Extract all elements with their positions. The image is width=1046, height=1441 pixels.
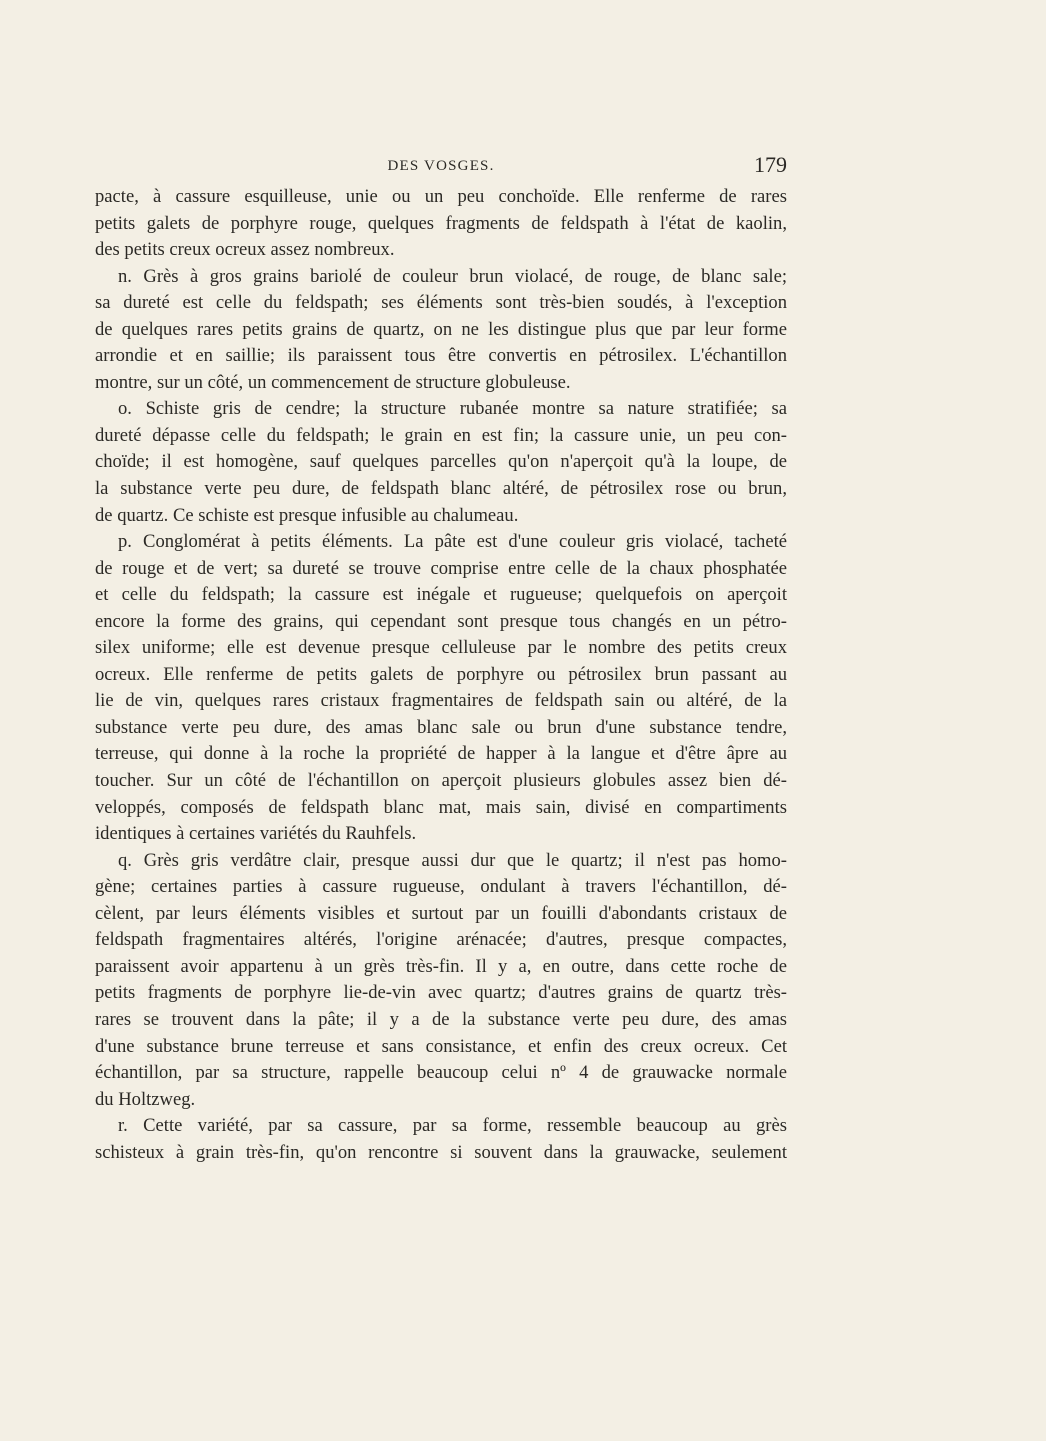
text-line: petits fragments de porphyre lie-de-vin avec quartz; d'autres grains de quartz très- [95,982,787,1004]
text-line: petits galets de porphyre rouge, quelques fragments de feldspath à l'état de kaolin, [95,212,787,234]
text-line: terreuse, qui donne à la roche la propriété de happer à la langue et d'être âpre au [95,743,787,765]
paragraph [95,184,787,264]
text-line: pacte, à cassure esquilleuse, unie ou un peu conchoïde. Elle renferme de rares [95,186,787,207]
text-line: sa dureté est celle du feldspath; ses éléments sont très-bien soudés, à l'exception [95,292,787,314]
text-line: des petits creux ocreux assez nombreux. [95,239,395,261]
text-line: du Holtzweg. [95,1088,196,1110]
text-line: feldspath fragmentaires altérés, l'origine arénacée; d'autres, presque compactes, [95,929,787,951]
text-line: lie de vin, quelques rares cristaux fragmentaires de feldspath sain ou altéré, de la [95,690,787,712]
text-line: arrondie et en saillie; ils paraissent tous être convertis en pétrosilex. L'échantillon [95,345,787,367]
text-line: toucher. Sur un côté de l'échantillon on aperçoit plusieurs globules assez bien dé- [95,770,787,792]
text-line: dureté dépasse celle du feldspath; le grain en est fin; la cassure unie, un peu con- [95,424,787,446]
text-line: identiques à certaines variétés du Rauhfels. [95,823,417,845]
paragraph [95,529,787,848]
text-line: de rouge et de vert; sa dureté se trouve comprise entre celle de la chaux phosphatée [95,557,787,579]
paragraph [95,848,787,1113]
text-line: encore la forme des grains, qui cependant sont presque tous changés en un pétro- [95,610,787,632]
text-line: montre, sur un côté, un commencement de structure globuleuse. [95,371,571,393]
text-line: la substance verte peu dure, de feldspath blanc altéré, de pétrosilex rose ou brun, [95,478,787,500]
running-title: DES VOSGES. [387,158,495,174]
text-line: silex uniforme; elle est devenue presque celluleuse par le nombre des petits creux [95,637,787,659]
text-line: r. Cette variété, par sa cassure, par sa forme, ressemble beaucoup au grès [118,1115,787,1137]
text-line: substance verte peu dure, des amas blanc sale ou brun d'une substance tendre, [95,716,787,738]
text-line: ocreux. Elle renferme de petits galets de porphyre ou pétrosilex brun passant au [95,663,787,685]
paragraph [95,396,787,529]
text-line: d'une substance brune terreuse et sans consistance, et enfin des creux ocreux. Cet [95,1035,787,1057]
text-line: échantillon, par sa structure, rappelle beaucoup celui nº 4 de grauwacke normale [95,1062,787,1084]
text-line: cèlent, par leurs éléments visibles et surtout par un fouilli d'abondants cristaux de [95,902,787,924]
text-line: o. Schiste gris de cendre; la structure rubanée montre sa nature stratifiée; sa [118,398,787,420]
text-line: q. Grès gris verdâtre clair, presque aussi dur que le quartz; il n'est pas homo- [118,849,787,871]
text-line: de quartz. Ce schiste est presque infusible au chalumeau. [95,504,519,526]
text-line: p. Conglomérat à petits éléments. La pâte est d'une couleur gris violacé, tacheté [118,531,787,553]
running-header [95,152,787,178]
text-line: et celle du feldspath; la cassure est inégale et rugueuse; quelquefois on aperçoit [95,584,787,606]
text-line: de quelques rares petits grains de quartz, on ne les distingue plus que par leur forme [95,318,787,340]
text-line: rares se trouvent dans la pâte; il y a de la substance verte peu dure, des amas [95,1008,787,1030]
page-number: 179 [754,152,787,177]
text-line: schisteux à grain très-fin, qu'on rencontre si souvent dans la grauwacke, seulement [95,1141,787,1163]
text-line: veloppés, composés de feldspath blanc mat, mais sain, divisé en compartiments [95,796,787,818]
paragraph [95,1113,787,1166]
text-line: choïde; il est homogène, sauf quelques parcelles qu'on n'aperçoit qu'à la loupe, de [95,451,787,473]
paragraph [95,264,787,397]
text-line: paraissent avoir appartenu à un grès très-fin. Il y a, en outre, dans cette roche de [95,955,787,977]
text-line: n. Grès à gros grains bariolé de couleur brun violacé, de rouge, de blanc sale; [118,265,787,287]
text-line: gène; certaines parties à cassure rugueuse, ondulant à travers l'échantillon, dé- [95,876,787,898]
body-text [95,184,787,1166]
